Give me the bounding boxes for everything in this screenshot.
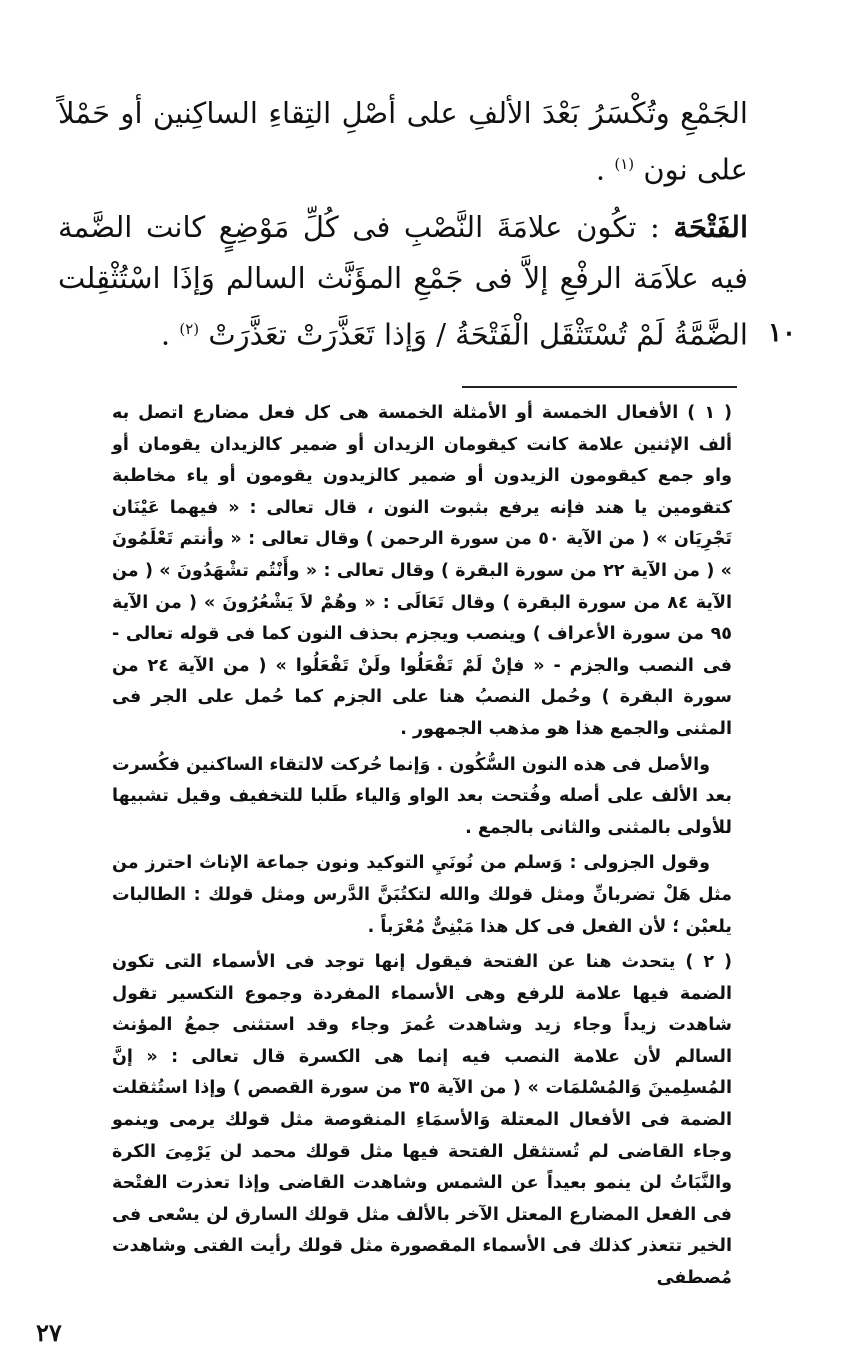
main-paragraph-fatha (58, 202, 748, 361)
page-number: ٢٧ (36, 1318, 62, 1347)
footnote-1: ( ١ ) الأفعال الخمسة أو الأمثلة الخمسة هى كل فعل مضارع اتصل به ألف الإثنين علامة كانت كيقومان الزيدان أو ضمير كالزيدان يقومان أو واو جمع كيقومون الزيدون أو ضمير كالزيدون يقومون أو ياء مخاطبة كتقومين يا هند فإنه يرفع بثبوت النون ، قال تعالى : « فيهما عَيْنَان تَجْرِيَان » ( من الآية ٥٠ من سورة الرحمن ) وقال تعالى : « وأنتم تَعْلَمُونَ » ( من الآية ٢٢ من سورة البقرة ) وقال تعالى : « وأَنْتُم تشْهَدُونَ » ( من الآية ٨٤ من سورة البقرة ) وقال تَعَالَى : « وهُمْ لاَ يَشْعُرُونَ » ( من الآية ٩٥ من سورة الأعراف ) وينصب ويجزم بحذف النون كما فى قوله تعالى - فى النصب والجزم - « فإنْ لَمْ تَفْعَلُوا ولَنْ تَفْعَلُوا » ( من الآية ٢٤ من سورة البقرة ) وحُمل النصبُ هنا على الجزم كما حُمل على الجر فى المثنى والجمع هذا هو مذهب الجمهور . (112, 403, 732, 739)
fatha-definition: : تكُون علامَةَ النَّصْبِ فى كُلِّ مَوْضِعٍ كانت الضَّمة فيه علاَمَة الرفْعِ إلاَّ فى جَمْعِ المؤَنَّث السالم وَإذَا اسْتُثْقِلت الضَّمَّةُ لَمْ تُسْتَثْقَل الْفَتْحَةُ / وَإذا تَعَذَّرَتْ تعَذَّرَتْ (58, 209, 748, 352)
sentence-end: . (595, 152, 606, 187)
sentence-end: . (160, 317, 171, 352)
footnote-2: ( ٢ ) يتحدث هنا عن الفتحة فيقول إنها توجد فى الأسماء التى تكون الضمة فيها علامة للرفع وهى الأسماء المفردة وجموع التكسير تقول شاهدت زيداً وجاء زيد وشاهدت عُمرَ وجاء وقد استثنى جمعُ المؤنث السالم لأن علامة النصب فيه إنما هى الكسرة قال تعالى : « إنَّ المُسلِمينَ وَالمُسْلمَات » ( من الآية ٣٥ من سورة القصص ) وإذا استُثقلت الضمة فى الأفعال المعتلة وَالأسمَاءِ المنقوصة مثل قولك يرمى وينمو وجاء القاضى لم تُستثقل الفتحة فيها مثل قولك محمد لن يَرْمِىَ الكرة والنَّبَاتُ لن ينمو بعيداً عن الشمس وشاهدت القاضى وإذا تعذرت الفتْحة فى الفعل المضارع المعتل الآخر بالألف مثل قولك السارق لن يسْعى فى الخير تتعذر كذلك فى الأسماء المقصورة مثل قولك رأيت الفتى وشاهدت مُصطفى (112, 952, 732, 1289)
footnote-1-paragraph-2: والأصل فى هذه النون السُّكُون . وَإنما حُركت لالتقاء الساكنين فكُسرت بعد الألف على أصله وفُتحت بعد الواو وَالياء طَلبا للتخفيف وقيل تشبيها للأولى بالمثنى والثانى بالجمع . (112, 754, 732, 838)
footnote-ref-2[interactable]: (٢) (179, 319, 200, 338)
main-text-line: الجَمْعِ وتُكْسَرُ بَعْدَ الألفِ على أصْلِ التِقاءِ الساكِنين أو حَمْلاً على نون (58, 96, 748, 187)
footnote-1-paragraph-3: وقول الجزولى : وَسلم من نُونَيِ التوكيد ونون جماعة الإناث احترز من مثل هَلْ تضربانِّ ومثل قولك والله لتكتُبَنَّ الدَّرس ومثل قولك : الطالبات يلعبْن ؛ لأن الفعل فى كل هذا مَبْنِىٌّ مُعْرَباً . (112, 853, 732, 937)
footnote-ref-1[interactable]: (١) (614, 155, 635, 173)
margin-line-number: ١٠ (768, 318, 796, 348)
footnote-divider (462, 386, 737, 388)
main-paragraph-plural (58, 88, 748, 196)
term-fatha: الفَتْحَة (673, 209, 749, 244)
main-text-block (58, 88, 748, 360)
footnotes-block (112, 398, 732, 1299)
